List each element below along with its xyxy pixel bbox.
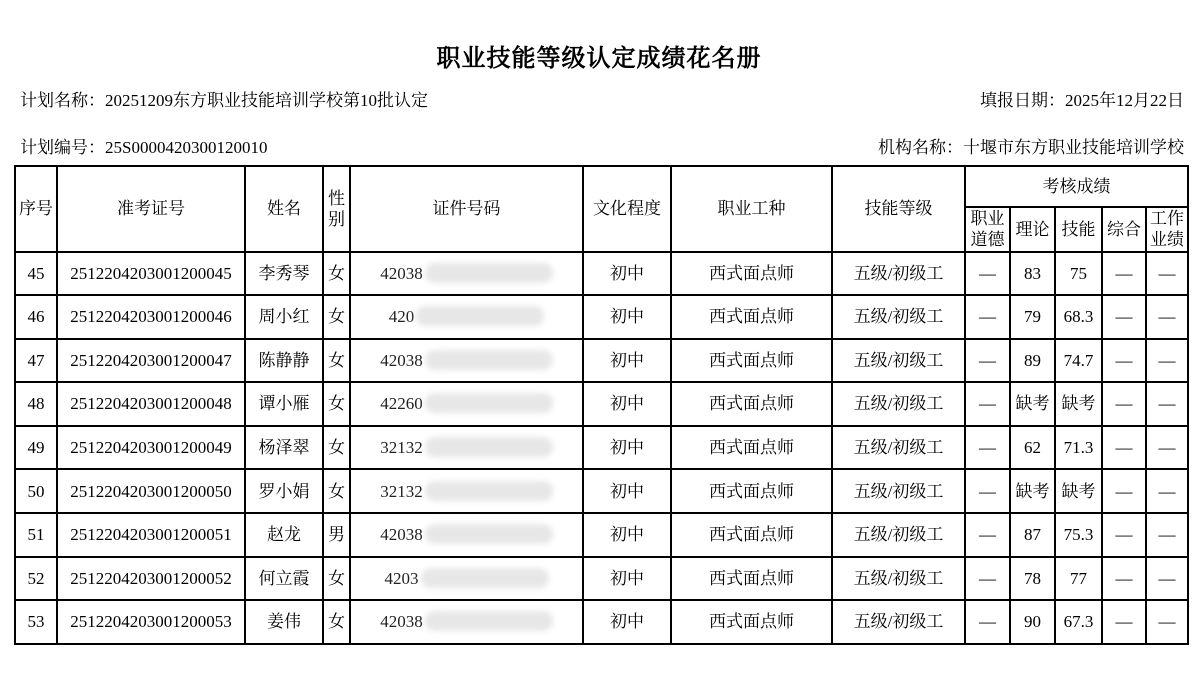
cell-ethics: — bbox=[965, 513, 1010, 557]
header-work: 工作业绩 bbox=[1146, 207, 1188, 252]
cell-skill: 71.3 bbox=[1055, 426, 1102, 470]
cell-seq: 48 bbox=[15, 382, 57, 426]
cell-name: 罗小娟 bbox=[245, 469, 323, 513]
cell-comprehensive: — bbox=[1102, 469, 1146, 513]
cell-occupation: 西式面点师 bbox=[671, 382, 832, 426]
id-prefix: 42038 bbox=[380, 525, 423, 545]
cell-work: — bbox=[1146, 252, 1188, 296]
cell-work: — bbox=[1146, 469, 1188, 513]
cell-occupation: 西式面点师 bbox=[671, 295, 832, 339]
id-prefix: 42038 bbox=[380, 263, 423, 283]
plan-code bbox=[20, 138, 267, 158]
report-date bbox=[980, 91, 1184, 111]
header-comprehensive: 综合 bbox=[1102, 207, 1146, 252]
cell-work: — bbox=[1146, 426, 1188, 470]
cell-name: 赵龙 bbox=[245, 513, 323, 557]
header-exam-no: 准考证号 bbox=[57, 166, 245, 252]
meta-row-2 bbox=[20, 138, 1184, 158]
table-row bbox=[15, 469, 1188, 513]
table-row bbox=[15, 339, 1188, 383]
cell-skill: 75.3 bbox=[1055, 513, 1102, 557]
cell-education: 初中 bbox=[583, 426, 671, 470]
cell-comprehensive: — bbox=[1102, 557, 1146, 601]
table-row bbox=[15, 252, 1188, 296]
plan-name-value: 20251209东方职业技能培训学校第10批认定 bbox=[105, 91, 428, 110]
cell-seq: 49 bbox=[15, 426, 57, 470]
cell-theory: 89 bbox=[1010, 339, 1055, 383]
cell-exam-no: 2512204203001200046 bbox=[57, 295, 245, 339]
cell-theory: 缺考 bbox=[1010, 382, 1055, 426]
header-education: 文化程度 bbox=[583, 166, 671, 252]
cell-exam-no: 2512204203001200045 bbox=[57, 252, 245, 296]
cell-ethics: — bbox=[965, 252, 1010, 296]
cell-comprehensive: — bbox=[1102, 339, 1146, 383]
cell-exam-no: 2512204203001200051 bbox=[57, 513, 245, 557]
cell-exam-no: 2512204203001200048 bbox=[57, 382, 245, 426]
page-title: 职业技能等级认定成绩花名册 bbox=[436, 45, 762, 72]
cell-id-number bbox=[350, 469, 583, 513]
report-date-value: 2025年12月22日 bbox=[1065, 91, 1184, 110]
cell-gender: 女 bbox=[323, 382, 350, 426]
cell-gender: 女 bbox=[323, 600, 350, 644]
cell-id-number bbox=[350, 600, 583, 644]
id-prefix: 32132 bbox=[380, 481, 423, 501]
id-prefix: 42260 bbox=[380, 394, 423, 414]
redacted-blur bbox=[425, 481, 553, 501]
header-score-group: 考核成绩 bbox=[965, 166, 1188, 207]
plan-name bbox=[20, 91, 428, 111]
cell-occupation: 西式面点师 bbox=[671, 252, 832, 296]
cell-seq: 53 bbox=[15, 600, 57, 644]
header-level: 技能等级 bbox=[832, 166, 965, 252]
table-row bbox=[15, 295, 1188, 339]
cell-seq: 46 bbox=[15, 295, 57, 339]
id-prefix: 42038 bbox=[380, 350, 423, 370]
cell-id-number bbox=[350, 557, 583, 601]
cell-seq: 51 bbox=[15, 513, 57, 557]
cell-theory: 83 bbox=[1010, 252, 1055, 296]
cell-level: 五级/初级工 bbox=[832, 295, 965, 339]
cell-name: 周小红 bbox=[245, 295, 323, 339]
cell-level: 五级/初级工 bbox=[832, 557, 965, 601]
report-date-label: 填报日期： bbox=[980, 91, 1065, 110]
cell-skill: 68.3 bbox=[1055, 295, 1102, 339]
cell-level: 五级/初级工 bbox=[832, 339, 965, 383]
cell-level: 五级/初级工 bbox=[832, 382, 965, 426]
table-row bbox=[15, 600, 1188, 644]
cell-gender: 男 bbox=[323, 513, 350, 557]
cell-comprehensive: — bbox=[1102, 513, 1146, 557]
header-occupation: 职业工种 bbox=[671, 166, 832, 252]
cell-id-number bbox=[350, 295, 583, 339]
cell-gender: 女 bbox=[323, 469, 350, 513]
table-row bbox=[15, 557, 1188, 601]
cell-theory: 79 bbox=[1010, 295, 1055, 339]
id-prefix: 420 bbox=[388, 307, 415, 327]
plan-code-value: 25S0000420300120010 bbox=[105, 138, 268, 157]
cell-comprehensive: — bbox=[1102, 382, 1146, 426]
cell-gender: 女 bbox=[323, 339, 350, 383]
cell-level: 五级/初级工 bbox=[832, 252, 965, 296]
cell-id-number bbox=[350, 426, 583, 470]
redacted-blur bbox=[425, 350, 553, 370]
table-row bbox=[15, 426, 1188, 470]
cell-work: — bbox=[1146, 382, 1188, 426]
header-skill: 技能 bbox=[1055, 207, 1102, 252]
cell-skill: 74.7 bbox=[1055, 339, 1102, 383]
cell-id-number bbox=[350, 382, 583, 426]
cell-exam-no: 2512204203001200049 bbox=[57, 426, 245, 470]
cell-ethics: — bbox=[965, 382, 1010, 426]
id-prefix: 42038 bbox=[380, 612, 423, 632]
cell-name: 姜伟 bbox=[245, 600, 323, 644]
redacted-blur bbox=[425, 393, 553, 413]
cell-education: 初中 bbox=[583, 295, 671, 339]
id-prefix: 4203 bbox=[384, 568, 419, 588]
cell-skill: 67.3 bbox=[1055, 600, 1102, 644]
table-row bbox=[15, 382, 1188, 426]
cell-gender: 女 bbox=[323, 426, 350, 470]
cell-ethics: — bbox=[965, 339, 1010, 383]
cell-gender: 女 bbox=[323, 557, 350, 601]
plan-code-label: 计划编号： bbox=[20, 138, 105, 157]
cell-work: — bbox=[1146, 295, 1188, 339]
cell-seq: 47 bbox=[15, 339, 57, 383]
redacted-blur bbox=[425, 263, 553, 283]
redacted-blur bbox=[416, 306, 544, 326]
cell-name: 谭小雁 bbox=[245, 382, 323, 426]
cell-comprehensive: — bbox=[1102, 295, 1146, 339]
cell-name: 李秀琴 bbox=[245, 252, 323, 296]
cell-exam-no: 2512204203001200053 bbox=[57, 600, 245, 644]
cell-level: 五级/初级工 bbox=[832, 469, 965, 513]
redacted-blur bbox=[425, 611, 553, 631]
cell-theory: 78 bbox=[1010, 557, 1055, 601]
cell-education: 初中 bbox=[583, 339, 671, 383]
cell-gender: 女 bbox=[323, 252, 350, 296]
cell-seq: 45 bbox=[15, 252, 57, 296]
cell-occupation: 西式面点师 bbox=[671, 513, 832, 557]
cell-seq: 52 bbox=[15, 557, 57, 601]
cell-gender: 女 bbox=[323, 295, 350, 339]
org-name-label: 机构名称： bbox=[878, 138, 963, 157]
cell-exam-no: 2512204203001200047 bbox=[57, 339, 245, 383]
cell-exam-no: 2512204203001200052 bbox=[57, 557, 245, 601]
cell-work: — bbox=[1146, 600, 1188, 644]
plan-name-label: 计划名称： bbox=[20, 91, 105, 110]
redacted-blur bbox=[425, 524, 553, 544]
cell-education: 初中 bbox=[583, 252, 671, 296]
header-name: 姓名 bbox=[245, 166, 323, 252]
cell-level: 五级/初级工 bbox=[832, 600, 965, 644]
cell-name: 杨泽翠 bbox=[245, 426, 323, 470]
cell-level: 五级/初级工 bbox=[832, 513, 965, 557]
header-seq: 序号 bbox=[15, 166, 57, 252]
org-name bbox=[878, 138, 1184, 158]
roster-body bbox=[15, 252, 1188, 644]
id-prefix: 32132 bbox=[380, 438, 423, 458]
cell-skill: 77 bbox=[1055, 557, 1102, 601]
cell-ethics: — bbox=[965, 426, 1010, 470]
cell-name: 陈静静 bbox=[245, 339, 323, 383]
cell-ethics: — bbox=[965, 557, 1010, 601]
cell-work: — bbox=[1146, 339, 1188, 383]
cell-theory: 90 bbox=[1010, 600, 1055, 644]
cell-education: 初中 bbox=[583, 557, 671, 601]
cell-education: 初中 bbox=[583, 600, 671, 644]
header-id-number: 证件号码 bbox=[350, 166, 583, 252]
cell-comprehensive: — bbox=[1102, 252, 1146, 296]
roster-table bbox=[14, 165, 1189, 645]
cell-ethics: — bbox=[965, 469, 1010, 513]
header-theory: 理论 bbox=[1010, 207, 1055, 252]
cell-education: 初中 bbox=[583, 382, 671, 426]
cell-work: — bbox=[1146, 513, 1188, 557]
cell-seq: 50 bbox=[15, 469, 57, 513]
cell-theory: 87 bbox=[1010, 513, 1055, 557]
cell-id-number bbox=[350, 339, 583, 383]
cell-theory: 缺考 bbox=[1010, 469, 1055, 513]
cell-skill: 缺考 bbox=[1055, 469, 1102, 513]
cell-occupation: 西式面点师 bbox=[671, 469, 832, 513]
cell-ethics: — bbox=[965, 600, 1010, 644]
header-gender: 性别 bbox=[323, 166, 350, 252]
redacted-blur bbox=[421, 568, 549, 588]
cell-work: — bbox=[1146, 557, 1188, 601]
cell-occupation: 西式面点师 bbox=[671, 339, 832, 383]
cell-ethics: — bbox=[965, 295, 1010, 339]
cell-occupation: 西式面点师 bbox=[671, 600, 832, 644]
cell-education: 初中 bbox=[583, 513, 671, 557]
table-header bbox=[15, 166, 1188, 252]
cell-level: 五级/初级工 bbox=[832, 426, 965, 470]
cell-comprehensive: — bbox=[1102, 426, 1146, 470]
redacted-blur bbox=[425, 437, 553, 457]
cell-occupation: 西式面点师 bbox=[671, 426, 832, 470]
cell-id-number bbox=[350, 513, 583, 557]
cell-comprehensive: — bbox=[1102, 600, 1146, 644]
cell-name: 何立霞 bbox=[245, 557, 323, 601]
cell-occupation: 西式面点师 bbox=[671, 557, 832, 601]
header-ethics: 职业道德 bbox=[965, 207, 1010, 252]
meta-row-1 bbox=[20, 91, 1184, 111]
cell-education: 初中 bbox=[583, 469, 671, 513]
cell-exam-no: 2512204203001200050 bbox=[57, 469, 245, 513]
cell-skill: 75 bbox=[1055, 252, 1102, 296]
cell-id-number bbox=[350, 252, 583, 296]
org-name-value: 十堰市东方职业技能培训学校 bbox=[963, 138, 1184, 157]
cell-skill: 缺考 bbox=[1055, 382, 1102, 426]
cell-theory: 62 bbox=[1010, 426, 1055, 470]
table-row bbox=[15, 513, 1188, 557]
